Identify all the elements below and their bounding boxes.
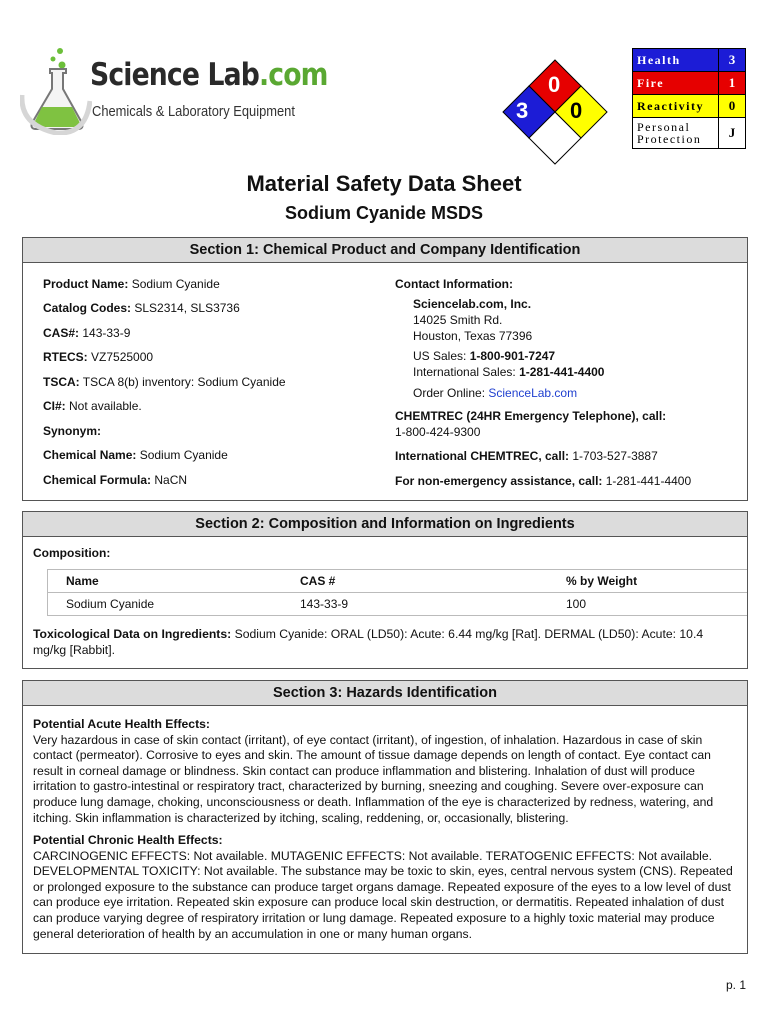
chronic-health-effects: Potential Chronic Health Effects: CARCINOGENIC EFFECTS: Not available. MUTAGENIC EFFECTS: Not available. TERATOGENIC EFFECTS: Not available. DEVELOPMENTAL TOXICITY: Not available. The substance may be toxic to skin, eyes, central nervous system (CNS). Repeated or prolonged exposure to the substance can produce target organs damage. Repeated exposure of the eyes to a low level of dust can produce eye irritation. Repeated skin exposure can produce local skin destruction, or dermatitis. Repeated inhalation of dust can produce varying degree of respiratory irritation or lung damage. Repeated exposure to a highly toxic material may produce general deterioration of health by an accumulation in one or many human organs. — [33, 833, 733, 941]
tsca: TSCA: TSCA 8(b) inventory: Sodium Cyanide — [43, 375, 286, 389]
nfpa-diamond — [500, 58, 610, 168]
column-header-weight: % by Weight — [548, 570, 747, 593]
hazard-value-fire: 1 — [719, 72, 746, 95]
page-number: p. 1 — [725, 978, 746, 992]
cell-name: Sodium Cyanide — [66, 597, 155, 611]
section-3-heading: Section 3: Hazards Identification — [23, 681, 747, 706]
synonym: Synonym: — [43, 424, 102, 438]
chemtrec-label: CHEMTREC (24HR Emergency Telephone), call: — [395, 409, 667, 423]
composition-header-row — [48, 570, 748, 593]
document-title: Material Safety Data Sheet — [246, 171, 522, 196]
intl-chemtrec: International CHEMTREC, call: 1-703-527-3887 — [395, 449, 658, 463]
nfpa-reactivity-value: 0 — [570, 98, 583, 123]
nfpa-fire-value: 0 — [548, 72, 561, 97]
section-1 — [22, 237, 748, 501]
hazard-label-health: Health — [633, 49, 719, 72]
sciencelab-link[interactable]: ScienceLab.com — [488, 386, 578, 400]
ci-number: CI#: Not available. — [43, 399, 142, 413]
chemtrec-phone: 1-800-424-9300 — [395, 425, 481, 439]
logo-wordmark: Science Lab.com — [90, 57, 328, 93]
hazard-value-reactivity: 0 — [719, 95, 746, 118]
cas-number: CAS#: 143-33-9 — [43, 326, 131, 340]
address-line-2: Houston, Texas 77396 — [413, 329, 533, 343]
company-name: Sciencelab.com, Inc. — [413, 297, 532, 311]
contact-label: Contact Information: — [395, 277, 513, 291]
hazard-label-fire: Fire — [633, 72, 719, 95]
hazard-label-protection: Personal Protection — [633, 118, 719, 149]
us-sales: US Sales: 1-800-901-7247 — [413, 349, 556, 363]
table-row — [48, 593, 748, 616]
acute-health-effects: Potential Acute Health Effects: Very hazardous in case of skin contact (irritant), of eye contact (irritant), of ingestion, of inhalation. Hazardous in case of skin contact (permeator). Corrosive to eyes and skin. The amount of tissue damage depends on length of contact. Eye contact can result in corneal damage or blindness. Skin contact can produce inflammation and blistering. Inhalation of dust will produce irritation to gastro-intestinal or respiratory tract, characterized by burning, sneezing and coughing. Severe over-exposure can produce lung damage, choking, unconsciousness or death. Inflammation of the eye is characterized by redness, watering, and itching. Skin inflammation is characterized by itching, scaling, reddening, or, occasionally, blistering. — [33, 717, 714, 825]
sciencelab-logo — [20, 45, 328, 135]
product-name: Product Name: Sodium Cyanide — [43, 277, 220, 291]
hazard-rating-table — [632, 48, 746, 149]
logo-tagline: Chemicals & Laboratory Equipment — [92, 103, 295, 120]
chemical-formula: Chemical Formula: NaCN — [43, 473, 188, 487]
document-subtitle: Sodium Cyanide MSDS — [284, 203, 484, 223]
cell-weight: 100 — [566, 597, 587, 611]
section-2-heading: Section 2: Composition and Information on Ingredients — [23, 512, 747, 537]
rtecs: RTECS: VZ7525000 — [43, 350, 154, 364]
hazard-value-protection: J — [719, 118, 746, 149]
address-line-1: 14025 Smith Rd. — [413, 313, 503, 327]
section-3 — [22, 680, 748, 954]
composition-table — [47, 569, 747, 616]
composition-label: Composition: — [33, 546, 111, 560]
section-1-heading: Section 1: Chemical Product and Company Identification — [23, 238, 747, 263]
flask-icon — [20, 45, 92, 135]
nfpa-health-value: 3 — [516, 98, 529, 123]
catalog-codes: Catalog Codes: SLS2314, SLS3736 — [43, 301, 240, 315]
toxicological-data: Toxicological Data on Ingredients: Sodium Cyanide: ORAL (LD50): Acute: 6.44 mg/kg [Rat]. DERMAL (LD50): Acute: 10.4 mg/kg [Rabbit]. — [33, 627, 704, 657]
chemical-name: Chemical Name: Sodium Cyanide — [43, 448, 228, 462]
intl-sales: International Sales: 1-281-441-4400 — [413, 365, 605, 379]
hazard-label-reactivity: Reactivity — [633, 95, 719, 118]
cell-cas: 143-33-9 — [300, 597, 349, 611]
hazard-value-health: 3 — [719, 49, 746, 72]
order-online: Order Online: ScienceLab.com — [413, 386, 578, 400]
non-emergency: For non-emergency assistance, call: 1-281-441-4400 — [395, 474, 692, 488]
column-header-cas: CAS # — [282, 570, 548, 593]
section-2 — [22, 511, 748, 669]
column-header-name: Name — [48, 570, 283, 593]
